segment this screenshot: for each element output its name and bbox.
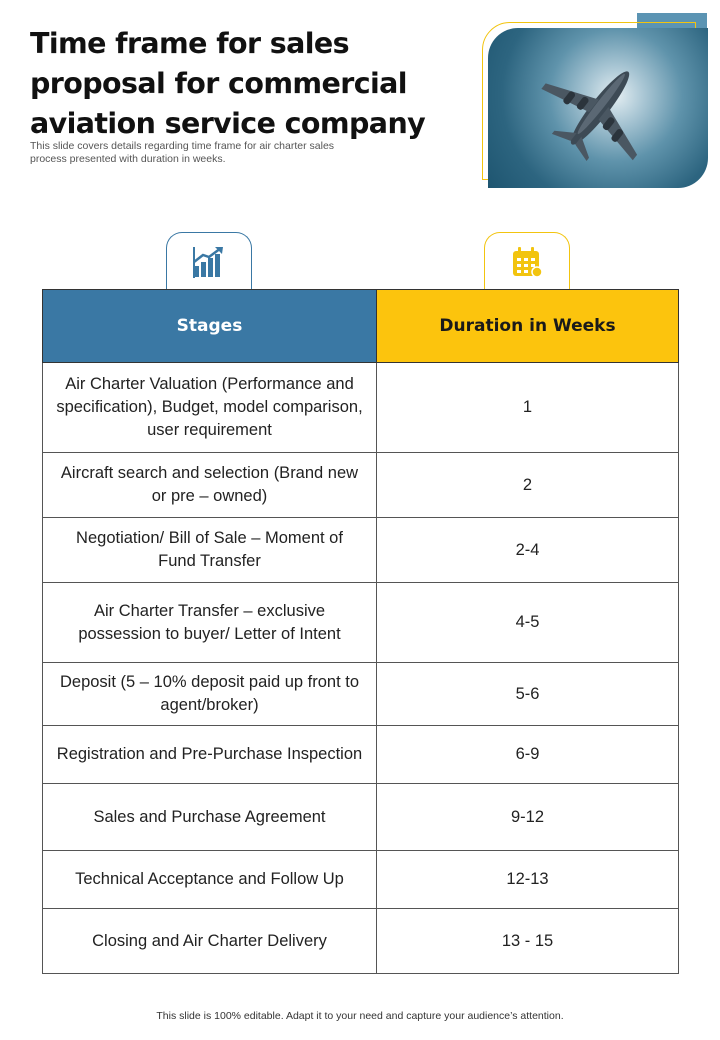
table-row (43, 363, 679, 453)
table-row (43, 909, 679, 974)
duration-cell: 5-6 (377, 663, 679, 726)
duration-cell: 9-12 (377, 784, 679, 851)
table-row (43, 851, 679, 909)
stage-cell: Registration and Pre-Purchase Inspection (43, 726, 377, 784)
duration-cell: 1 (377, 363, 679, 453)
stage-cell: Closing and Air Charter Delivery (43, 909, 377, 974)
page-subtitle: This slide covers details regarding time frame for air charter sales process presented with duration in weeks. (30, 140, 335, 165)
stage-cell: Sales and Purchase Agreement (43, 784, 377, 851)
stage-cell: Air Charter Valuation (Performance and specification), Budget, model comparison, user requirement (43, 363, 377, 453)
table-row (43, 663, 679, 726)
duration-cell: 6-9 (377, 726, 679, 784)
stage-cell: Technical Acceptance and Follow Up (43, 851, 377, 909)
calendar-icon (510, 245, 544, 279)
duration-cell: 2-4 (377, 518, 679, 583)
stage-cell: Aircraft search and selection (Brand new or pre – owned) (43, 453, 377, 518)
table-row (43, 726, 679, 784)
table-row (43, 583, 679, 663)
stage-cell: Deposit (5 – 10% deposit paid up front to agent/broker) (43, 663, 377, 726)
stage-cell: Negotiation/ Bill of Sale – Moment of Fund Transfer (43, 518, 377, 583)
airplane-icon (488, 28, 708, 188)
table-row (43, 784, 679, 851)
timeframe-table (42, 289, 679, 974)
duration-cell: 2 (377, 453, 679, 518)
stages-header: Stages (43, 290, 377, 363)
table-header-row (43, 290, 679, 363)
table-row (43, 518, 679, 583)
table-row (43, 453, 679, 518)
stage-cell: Air Charter Transfer – exclusive possession to buyer/ Letter of Intent (43, 583, 377, 663)
growth-chart-icon (191, 244, 227, 280)
page-title: Time frame for sales proposal for commercial aviation service company (30, 27, 426, 140)
stages-column-icon-tab (166, 232, 252, 290)
duration-cell: 13 - 15 (377, 909, 679, 974)
footer-note: This slide is 100% editable. Adapt it to your need and capture your audience’s attention. (156, 1010, 564, 1022)
duration-cell: 12-13 (377, 851, 679, 909)
duration-cell: 4-5 (377, 583, 679, 663)
airplane-photo (488, 28, 708, 188)
duration-header: Duration in Weeks (377, 290, 679, 363)
duration-column-icon-tab (484, 232, 570, 290)
